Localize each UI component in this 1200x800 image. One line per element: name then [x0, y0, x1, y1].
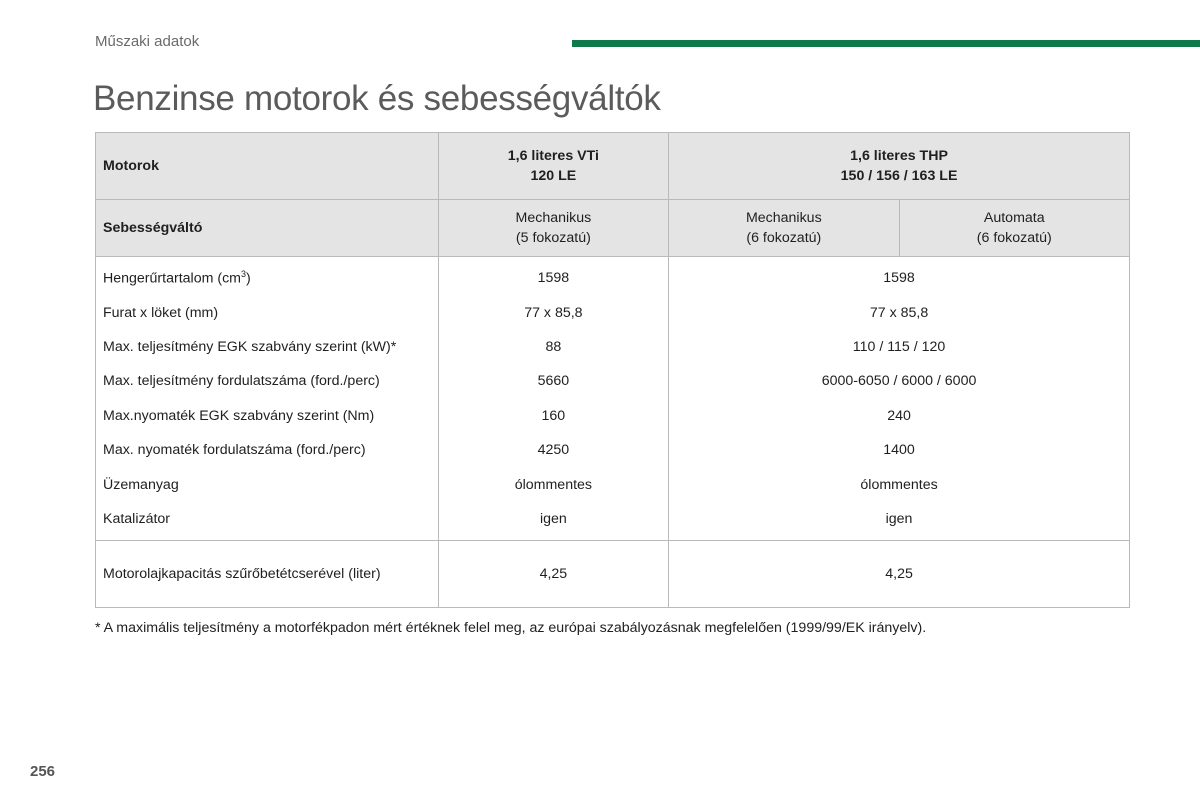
row-value-b: ólommentes [669, 467, 1130, 501]
row-value-a: 77 x 85,8 [438, 295, 668, 329]
engine-a-header [438, 133, 668, 200]
oil-capacity-row [96, 541, 1130, 608]
oil-capacity-a: 4,25 [438, 541, 668, 608]
header-accent-bar [572, 40, 1200, 47]
row-value-a: 5660 [438, 364, 668, 398]
row-value-b: igen [669, 502, 1130, 541]
displacement-label-suffix: ) [246, 271, 251, 288]
row-value-a: 88 [438, 330, 668, 364]
row-value-b: 77 x 85,8 [669, 295, 1130, 329]
row-value-a: ólommentes [438, 467, 668, 501]
gearbox-b-gears: (6 fokozatú) [746, 230, 822, 246]
table-row [96, 502, 1130, 541]
row-value-b: 110 / 115 / 120 [669, 330, 1130, 364]
engine-b-header [669, 133, 1130, 200]
row-value-b: 1400 [669, 433, 1130, 467]
table-row [96, 330, 1130, 364]
engine-a-power: 120 LE [530, 168, 577, 184]
row-value-a: igen [438, 502, 668, 541]
section-label: Műszaki adatok [95, 33, 200, 50]
engines-label: Motorok [96, 133, 439, 200]
table-row [96, 257, 1130, 296]
displacement-label-text: Hengerűrtartalom (cm [103, 271, 241, 288]
gearbox-header-row [96, 200, 1130, 257]
page-number: 256 [30, 763, 56, 780]
oil-capacity-label: Motorolajkapacitás szűrőbetétcserével (liter) [96, 541, 439, 608]
gearbox-a [438, 200, 668, 257]
table-row [96, 295, 1130, 329]
gearbox-a-gears: (5 fokozatú) [515, 230, 591, 246]
engine-header-row [96, 133, 1130, 200]
engine-b-power: 150 / 156 / 163 LE [840, 168, 958, 184]
oil-capacity-b: 4,25 [669, 541, 1130, 608]
table-row [96, 399, 1130, 433]
row-label: Max. nyomaték fordulatszáma (ford./perc) [96, 433, 439, 467]
row-label: Furat x löket (mm) [96, 295, 439, 329]
row-value-a: 4250 [438, 433, 668, 467]
gearbox-c [899, 200, 1129, 257]
specs-table [95, 132, 1130, 608]
gearbox-c-gears: (6 fokozatú) [976, 230, 1052, 246]
row-value-a: 160 [438, 399, 668, 433]
engine-a-name: 1,6 literes VTi [507, 148, 599, 164]
gearbox-a-type: Mechanikus [515, 210, 592, 226]
table-row [96, 364, 1130, 398]
row-label: Max. teljesítmény fordulatszáma (ford./perc) [96, 364, 439, 398]
displacement-unit-sup: 3 [240, 269, 246, 280]
table-row [96, 433, 1130, 467]
engine-b-name: 1,6 literes THP [850, 148, 948, 164]
row-label: Max. teljesítmény EGK szabvány szerint (kW)* [96, 330, 439, 364]
gearbox-c-type: Automata [983, 210, 1045, 226]
footnote: * A maximális teljesítmény a motorfékpadon mért értéknek felel meg, az európai szabályozásnak megfelelően (1999/99/EK irányelv). [95, 620, 927, 636]
row-label [96, 257, 439, 296]
row-label: Üzemanyag [96, 467, 439, 501]
gearbox-b-type: Mechanikus [745, 210, 822, 226]
row-value-b: 6000-6050 / 6000 / 6000 [669, 364, 1130, 398]
page-title: Benzinse motorok és sebességváltók [93, 79, 661, 118]
gearbox-b [669, 200, 899, 257]
row-label: Max.nyomaték EGK szabvány szerint (Nm) [96, 399, 439, 433]
row-value-b: 240 [669, 399, 1130, 433]
row-value-a: 1598 [438, 257, 668, 296]
row-value-b: 1598 [669, 257, 1130, 296]
gearbox-label: Sebességváltó [96, 200, 439, 257]
table-row [96, 467, 1130, 501]
row-label: Katalizátor [96, 502, 439, 541]
